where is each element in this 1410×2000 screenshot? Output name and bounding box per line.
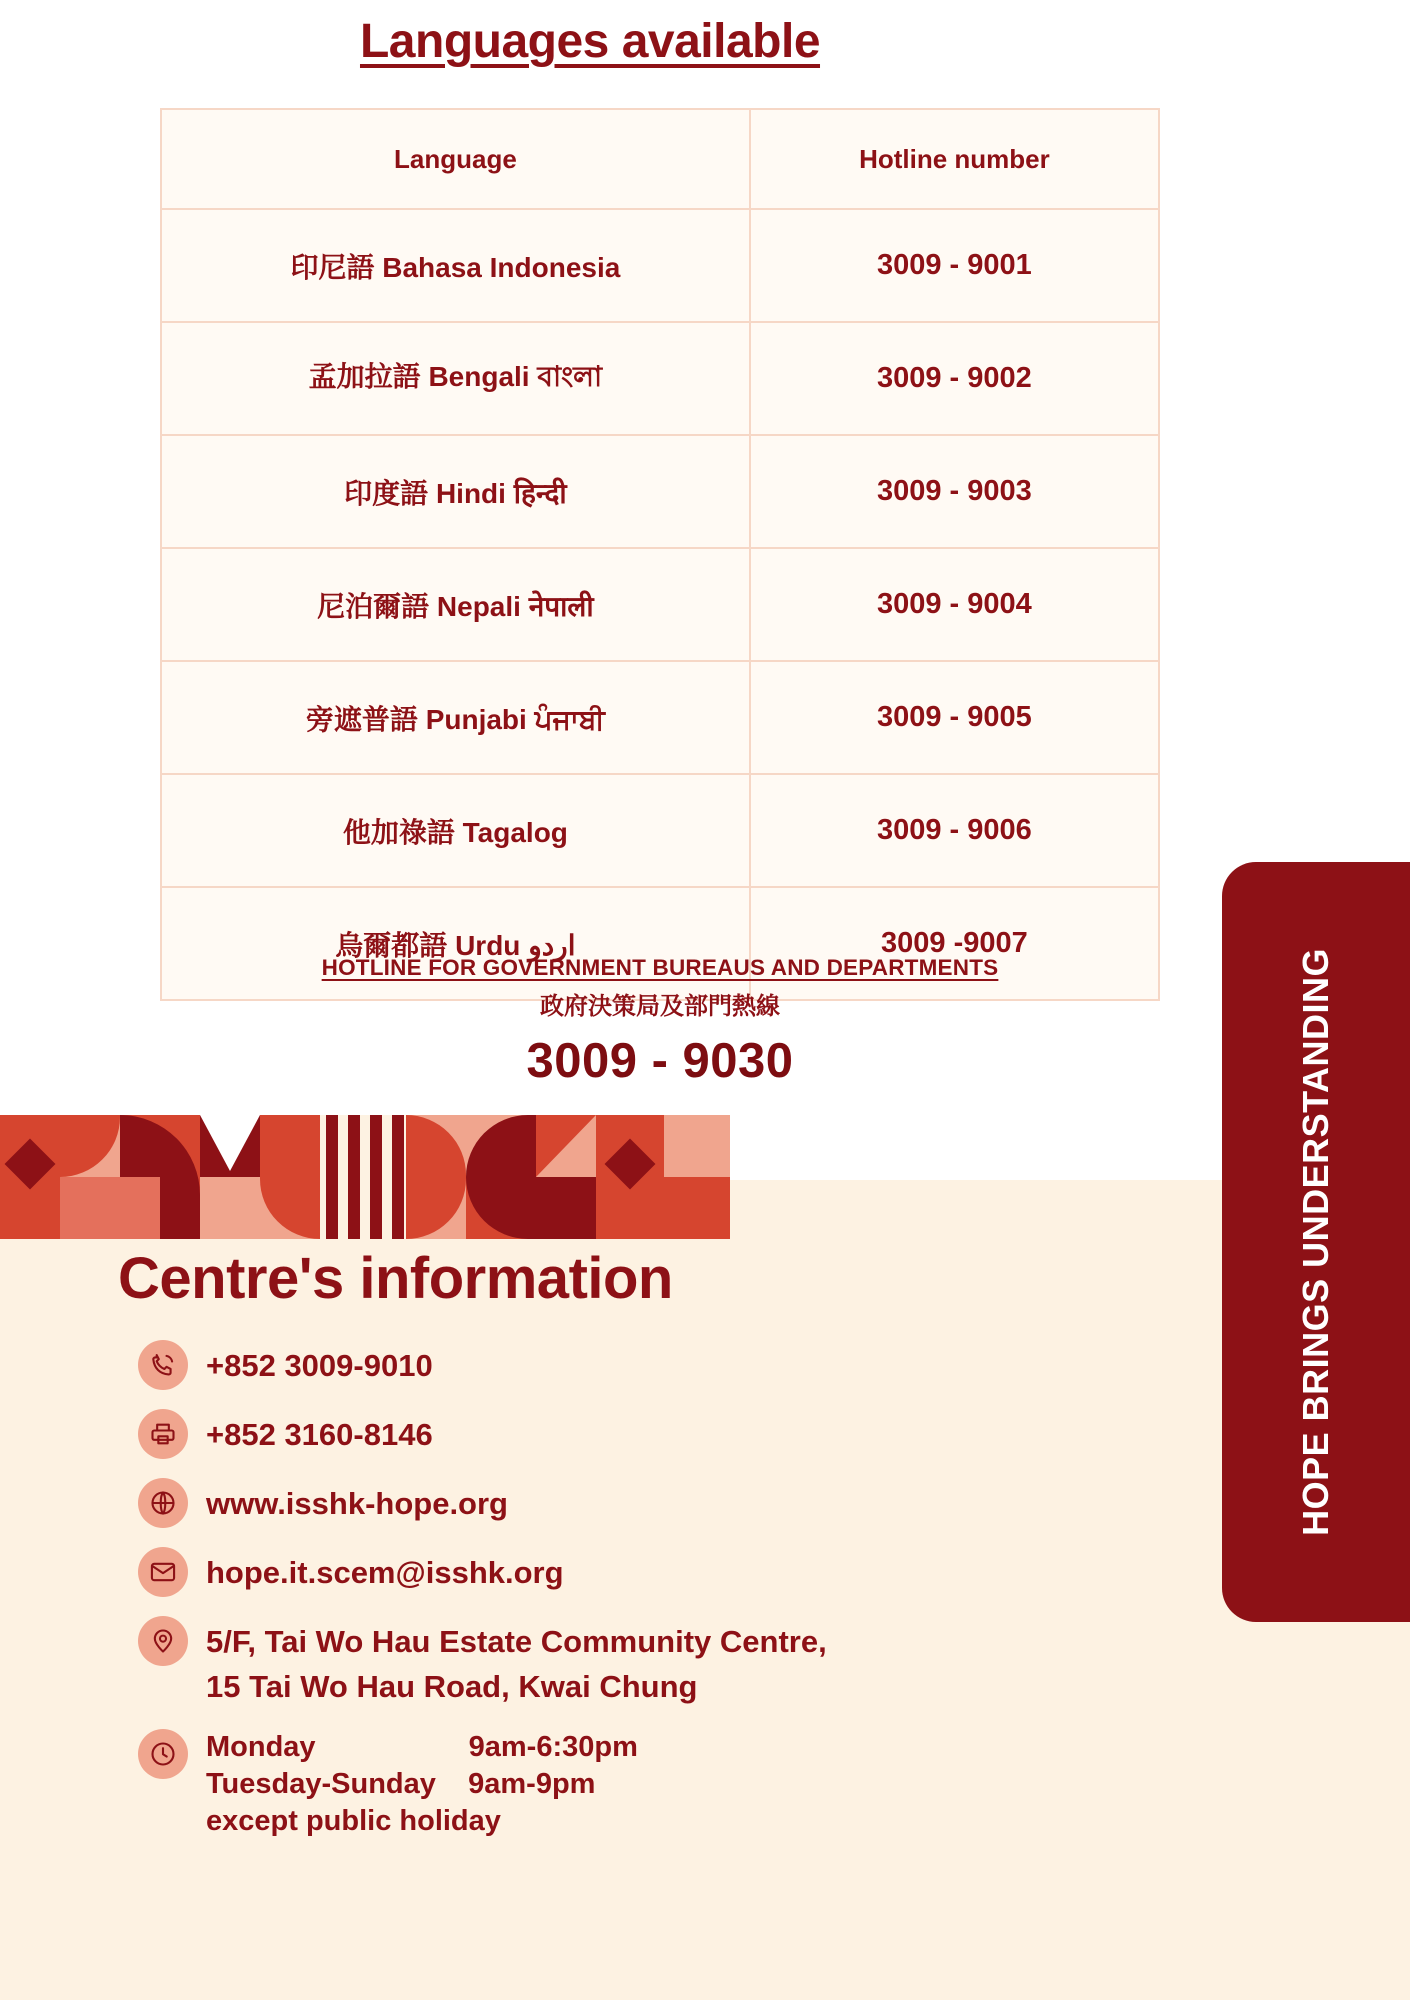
contact-address-row: [138, 1616, 1138, 1710]
pattern-tile: [320, 1115, 406, 1239]
hotline-cell: 3009 - 9003: [750, 435, 1159, 548]
page-title: Languages available: [359, 15, 821, 68]
language-cell: 孟加拉語 Bengali বাংলা: [161, 322, 750, 435]
side-tab-text: HOPE BRINGS UNDERSTANDING: [1295, 948, 1336, 1536]
pattern-tile: [120, 1115, 200, 1239]
table-row: [161, 548, 1159, 661]
pattern-tile: [60, 1115, 120, 1239]
pattern-tile: [536, 1115, 596, 1239]
hotline-cell: 3009 -9007: [750, 887, 1159, 1000]
column-header-language: Language: [161, 109, 750, 209]
hotline-cell: 3009 - 9001: [750, 209, 1159, 322]
government-hotline-number: 3009 - 9030: [526, 1034, 794, 1088]
centre-information-heading: Centre's information: [118, 1246, 673, 1311]
pattern-tile: [664, 1115, 730, 1239]
language-cell: 尼泊爾語 Nepali नेपाली: [161, 548, 750, 661]
languages-table: [160, 108, 1160, 1001]
table-row: [161, 661, 1159, 774]
globe-icon: [138, 1478, 188, 1528]
email-address[interactable]: hope.it.scem@isshk.org: [206, 1555, 564, 1590]
pattern-tile: [596, 1115, 664, 1239]
contact-email-row: [138, 1547, 1138, 1597]
contact-website-row: [138, 1478, 1138, 1528]
fax-number[interactable]: +852 3160-8146: [206, 1417, 433, 1452]
language-cell: 烏爾都語 Urdu اردو: [161, 887, 750, 1000]
address-line-2: 15 Tai Wo Hau Road, Kwai Chung: [206, 1668, 698, 1704]
government-hotline-block: [160, 955, 1160, 1089]
hotline-cell: 3009 - 9006: [750, 774, 1159, 887]
side-tab-slogan: [1222, 862, 1410, 1622]
address-line-1: 5/F, Tai Wo Hau Estate Community Centre,: [206, 1624, 827, 1659]
hours-line: Tuesday-Sunday 9am-9pm: [206, 1767, 596, 1800]
hotline-cell: 3009 - 9005: [750, 661, 1159, 774]
phone-icon: [138, 1340, 188, 1390]
language-cell: 印尼語 Bahasa Indonesia: [161, 209, 750, 322]
clock-icon: [138, 1729, 188, 1779]
email-icon: [138, 1547, 188, 1597]
website-url[interactable]: www.isshk-hope.org: [206, 1486, 508, 1521]
hotline-cell: 3009 - 9002: [750, 322, 1159, 435]
language-cell: 旁遮普語 Punjabi ਪੰਜਾਬੀ: [161, 661, 750, 774]
language-cell: 印度語 Hindi हिन्दी: [161, 435, 750, 548]
hours-line: Monday 9am-6:30pm: [206, 1730, 638, 1763]
table-row: [161, 774, 1159, 887]
location-pin-icon: [138, 1616, 188, 1666]
pattern-tile: [200, 1115, 260, 1239]
table-row: [161, 322, 1159, 435]
pattern-tile: [260, 1115, 320, 1239]
pattern-tile: [406, 1115, 466, 1239]
contact-fax-row: [138, 1409, 1138, 1459]
centre-information-list: [138, 1340, 1138, 1859]
table-row: [161, 435, 1159, 548]
contact-phone-row: [138, 1340, 1138, 1390]
opening-hours-row: [138, 1729, 1138, 1840]
language-cell: 他加祿語 Tagalog: [161, 774, 750, 887]
table-row: [161, 209, 1159, 322]
government-hotline-label-en: HOTLINE FOR GOVERNMENT BUREAUS AND DEPARTMENTS: [321, 955, 999, 980]
decorative-pattern-band: [0, 1115, 730, 1239]
pattern-tile: [0, 1115, 60, 1239]
hours-line: except public holiday: [206, 1805, 501, 1838]
pattern-tile: [466, 1115, 536, 1239]
column-header-hotline: Hotline number: [750, 109, 1159, 209]
fax-icon: [138, 1409, 188, 1459]
table-header-row: [161, 109, 1159, 209]
opening-hours: [206, 1729, 638, 1840]
government-hotline-label-zh: 政府決策局及部門熱線: [540, 993, 780, 1020]
address: [206, 1616, 827, 1710]
hotline-cell: 3009 - 9004: [750, 548, 1159, 661]
phone-number[interactable]: +852 3009-9010: [206, 1348, 433, 1383]
